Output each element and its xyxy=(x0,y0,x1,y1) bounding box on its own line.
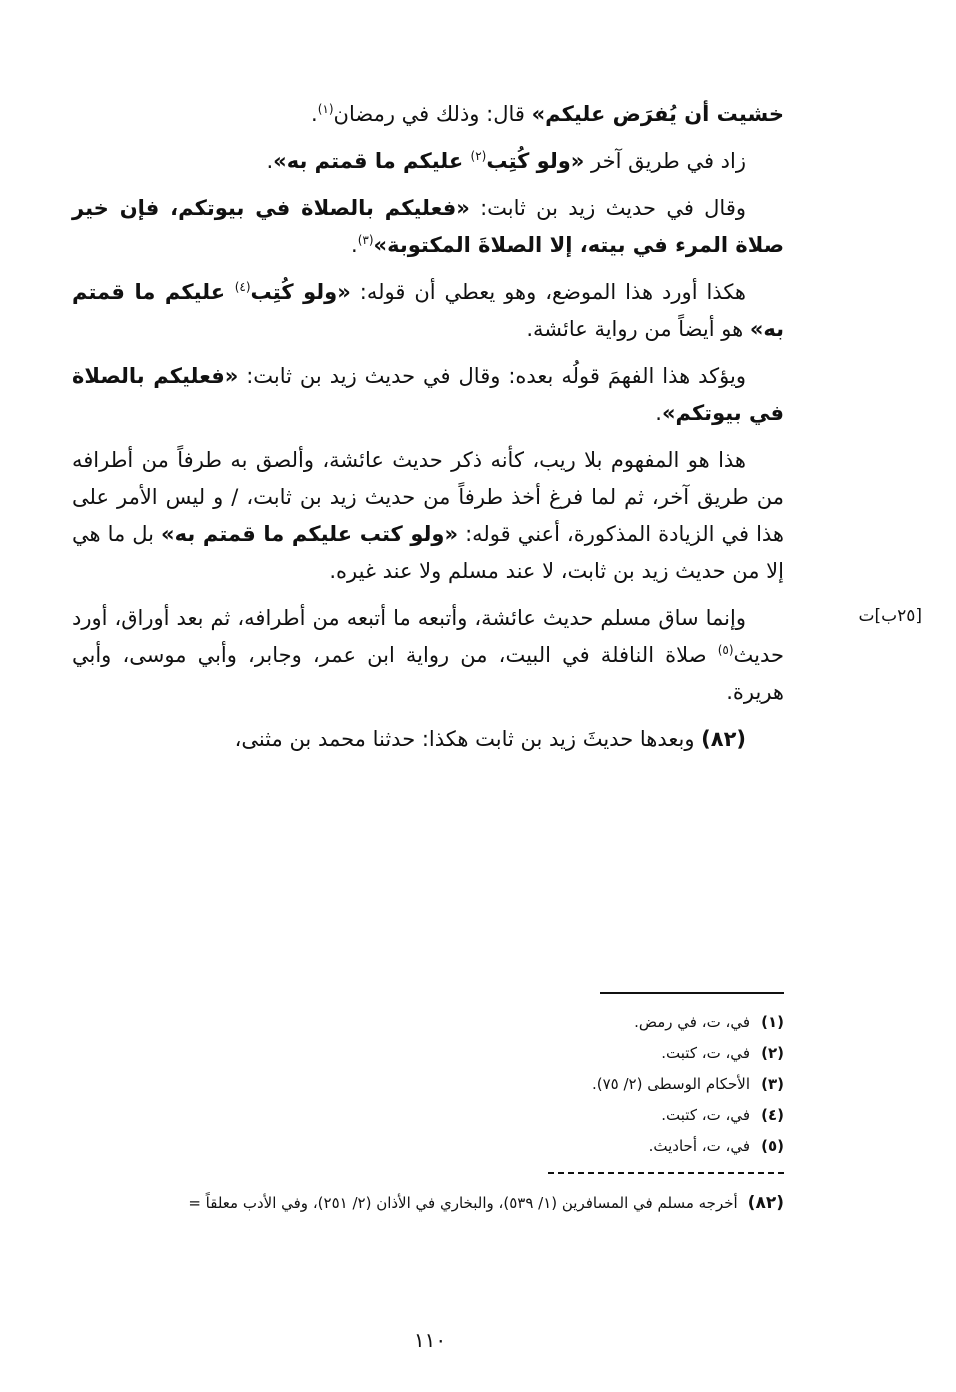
takhrij-note xyxy=(40,1188,784,1218)
takhrij-number: (٨٢) xyxy=(747,1193,784,1213)
footnote-item xyxy=(300,1007,784,1038)
quote-bold: «ولو كتب عليكم ما قمتم به» xyxy=(161,522,459,546)
quote-bold: خشيت أن يُفرَض عليكم» xyxy=(531,102,784,126)
text-span: قال: وذلك في رمضان xyxy=(333,102,532,126)
quote-bold: عليكم ما قمتم به» xyxy=(273,149,471,173)
footnote-text: في، ت، أحاديث. xyxy=(648,1137,750,1155)
footnote-text: في، ت، في رمض. xyxy=(634,1013,750,1031)
text-span: ويؤكد هذا الفهمَ قولُه بعده: وقال في حديث زيد بن ثابت: xyxy=(238,364,746,388)
page-number: ١١٠ xyxy=(413,1328,447,1352)
paragraph-4 xyxy=(72,274,784,348)
footnote-text: في، ت، كتبت. xyxy=(661,1106,750,1124)
footnote-number: (٢) xyxy=(761,1044,784,1062)
text-span: صلاة النافلة في البيت، من رواية ابن عمر، وجابر، وأبي موسى، وأبي هريرة. xyxy=(72,643,784,704)
quote-bold: «ولو كُتِب xyxy=(486,149,585,173)
takhrij-separator xyxy=(548,1172,784,1174)
footnote-ref-5[interactable]: (٥) xyxy=(717,643,734,657)
text-span: هذا هو المفهوم بلا ريب، كأنه ذكر حديث عائشة، وألصق به طرفاً من أطرافه من طريق آخر، ثم لما فرغ أخذ طرفاً من حديث زيد بن ثابت، / و ليس الأمر على هذا في الزيادة المذكورة، أعني قوله: xyxy=(72,448,785,546)
quote-bold: «ولو كُتِب xyxy=(250,280,351,304)
text-span: وقال في حديث زيد بن ثابت: xyxy=(469,196,746,220)
footnote-number: (٣) xyxy=(761,1075,784,1093)
quote-bold: «فعليكم بالصلاة في بيوتكم» xyxy=(72,364,784,425)
footnotes xyxy=(300,1007,784,1162)
text-span: زاد في طريق آخر xyxy=(584,149,746,173)
footnote-item xyxy=(300,1038,784,1069)
hadith-number: (٨٢) xyxy=(701,727,746,751)
text-span: وإنما ساق مسلم حديث عائشة، وأتبعه ما أتبعه من أطرافه، ثم بعد أوراق، أورد حديث xyxy=(72,606,784,667)
paragraph-6 xyxy=(72,442,784,590)
text-span: . xyxy=(311,102,318,126)
paragraph-2 xyxy=(72,143,784,180)
text-span: هو أيضاً من رواية عائشة. xyxy=(526,317,750,341)
text-span: وبعدها حديثَ زيد بن ثابت هكذا: حدثنا محمد بن مثنى، xyxy=(234,727,702,751)
footnote-number: (١) xyxy=(761,1013,784,1031)
text-span: هكذا أورد هذا الموضع، وهو يعطي أن قوله: xyxy=(350,280,747,304)
text-span: . xyxy=(655,401,662,425)
footnote-ref-2[interactable]: (٢) xyxy=(470,149,487,163)
paragraph-5 xyxy=(72,358,784,432)
paragraph-1 xyxy=(72,96,784,133)
quote-bold: عليكم ما قمتم به» xyxy=(72,280,784,341)
footnote-text: في، ت، كتبت. xyxy=(661,1044,750,1062)
footnote-ref-1[interactable]: (١) xyxy=(317,102,334,116)
footnote-ref-4[interactable]: (٤) xyxy=(234,280,251,294)
takhrij-text: أخرجه مسلم في المسافرين (١/ ٥٣٩)، والبخاري في الأذان (٢/ ٢٥١)، وفي الأدب معلقاً = xyxy=(188,1194,738,1212)
footnote-text: الأحكام الوسطى (٢/ ٧٥). xyxy=(591,1075,750,1093)
text-span: . xyxy=(351,233,358,257)
manuscript-folio-note: [٢٥ب]ت xyxy=(858,606,922,626)
footnote-separator xyxy=(600,992,784,994)
text-span: . xyxy=(266,149,274,173)
paragraph-3 xyxy=(72,190,784,264)
paragraph-7 xyxy=(72,600,784,711)
footnote-ref-3[interactable]: (٣) xyxy=(357,233,374,247)
footnote-number: (٤) xyxy=(761,1106,784,1124)
footnote-number: (٥) xyxy=(761,1137,784,1155)
text-span: بل ما هي إلا من حديث زيد بن ثابت، لا عند مسلم ولا عند غيره. xyxy=(72,522,784,583)
main-text xyxy=(72,96,784,768)
footnote-item xyxy=(300,1100,784,1131)
paragraph-8 xyxy=(72,721,784,758)
footnote-item xyxy=(300,1131,784,1162)
quote-bold: «فعليكم بالصلاة في بيوتكم، فإن خير صلاة المرء في بيته، إلا الصلاةَ المكتوبة» xyxy=(72,196,784,257)
footnote-item xyxy=(300,1069,784,1100)
